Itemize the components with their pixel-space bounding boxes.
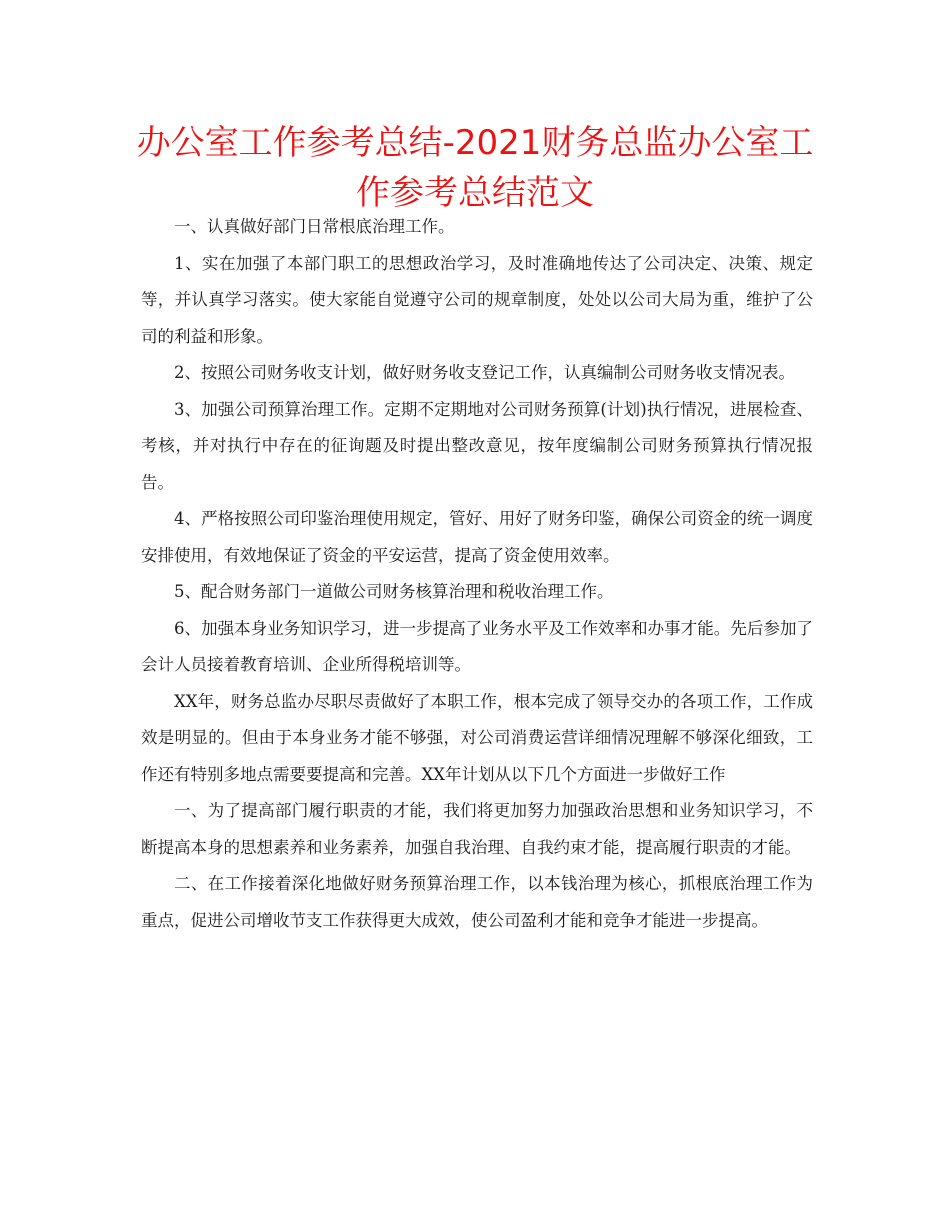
paragraph: 一、为了提高部门履行职责的才能，我们将更加努力加强政治思想和业务知识学习，不断提高本身的思想素养和业务素养，加强自我治理、自我约束才能，提高履行职责的才能。	[141, 801, 813, 857]
paragraph: 5、配合财务部门一道做公司财务核算治理和税收治理工作。	[174, 582, 614, 601]
paragraph: 2、按照公司财务收支计划，做好财务收支登记工作，认真编制公司财务收支情况表。	[174, 363, 795, 382]
paragraph: 4、严格按照公司印鉴治理使用规定，管好、用好了财务印鉴，确保公司资金的统一调度安排使用，有效地保证了资金的平安运营，提高了资金使用效率。	[141, 509, 813, 565]
paragraph: 二、在工作接着深化地做好财务预算治理工作，以本钱治理为核心，抓根底治理工作为重点，促进公司增收节支工作获得更大成效，使公司盈利才能和竞争才能进一步提高。	[141, 874, 813, 930]
paragraph: 6、加强本身业务知识学习，进一步提高了业务水平及工作效率和办事才能。先后参加了会计人员接着教育培训、企业所得税培训等。	[141, 618, 813, 674]
paragraph: XX年，财务总监办尽职尽责做好了本职工作，根本完成了领导交办的各项工作，工作成效是明显的。但由于本身业务才能不够强，对公司消费运营详细情况理解不够深化细致，工作还有特别多地点需要要提高和完善。XX年计划从以下几个方面进一步做好工作	[141, 691, 813, 784]
paragraph: 3、加强公司预算治理工作。定期不定期地对公司财务预算(计划)执行情况，进展检查、考核，并对执行中存在的征询题及时提出整改意见，按年度编制公司财务预算执行情况报告。	[141, 399, 813, 492]
paragraph: 一、认真做好部门日常根底治理工作。	[174, 217, 455, 236]
document-title: 办公室工作参考总结-2021财务总监办公室工作参考总结范文	[136, 123, 814, 213]
paragraph: 1、实在加强了本部门职工的思想政治学习，及时准确地传达了公司决定、决策、规定等，并认真学习落实。使大家能自觉遵守公司的规章制度，处处以公司大局为重，维护了公司的利益和形象。	[141, 253, 813, 346]
document-body	[141, 209, 813, 939]
